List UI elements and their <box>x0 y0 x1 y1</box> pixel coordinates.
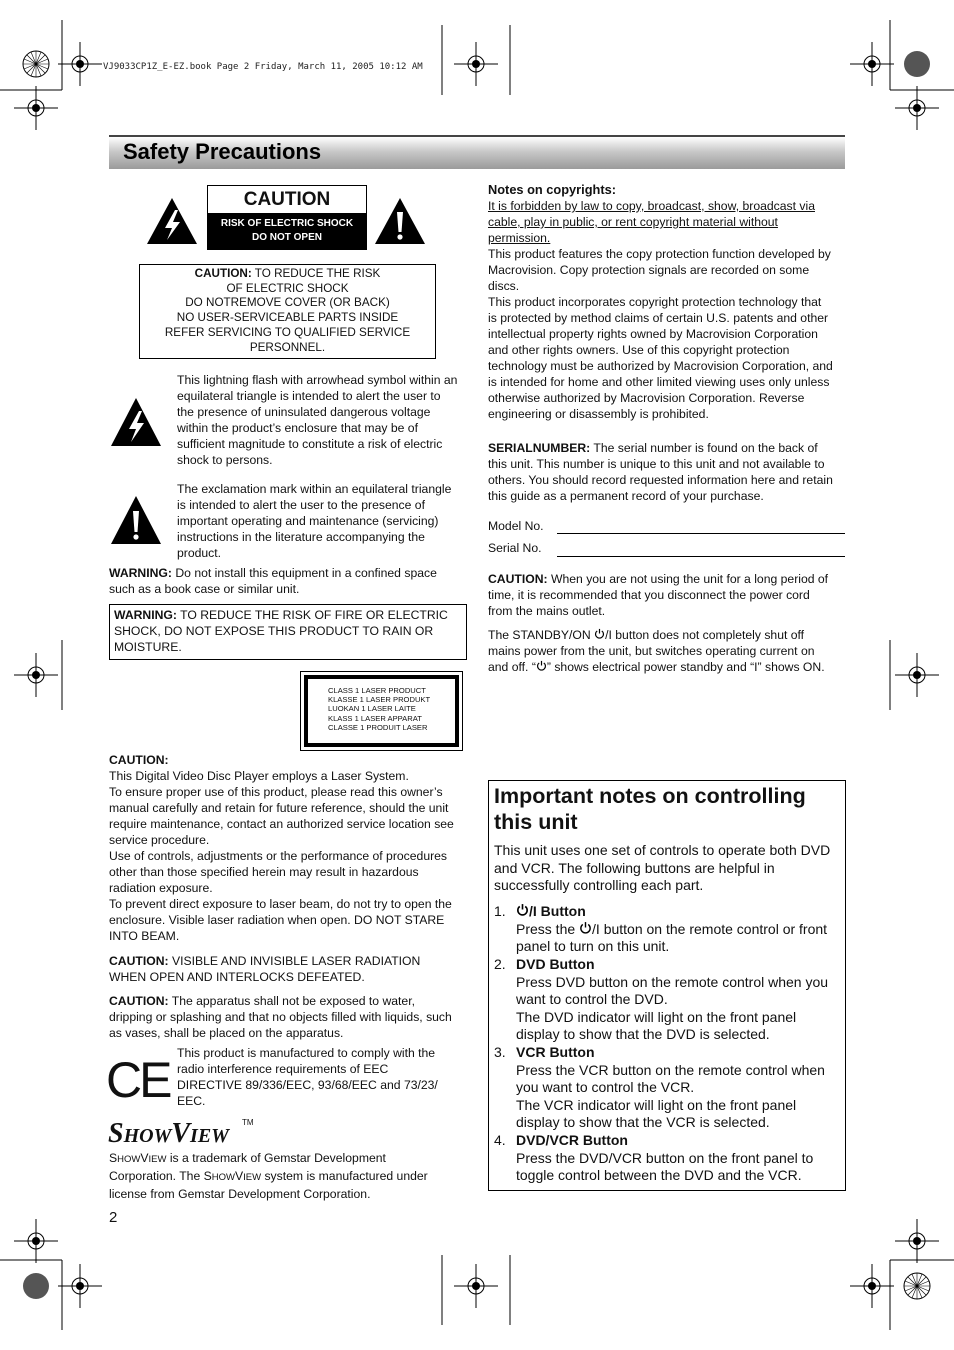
serial-no-label: Serial No. <box>488 541 542 555</box>
text-line: is intended to alert the user to the presence of <box>177 498 425 512</box>
text-line: MOISTURE. <box>114 640 182 654</box>
power-icon <box>516 903 529 916</box>
text-line: others. You should record requested information here and retain <box>488 473 833 487</box>
caution-lead: CAUTION: <box>109 954 169 968</box>
text-line: equilateral triangle is intended to alert the user to <box>177 389 441 403</box>
laser-label-line: KLASSE 1 LASER PRODUKT <box>328 695 431 705</box>
text-line: within the product’s enclosure that may be of <box>177 421 418 435</box>
text-line: service procedure. <box>109 833 210 847</box>
model-no-field[interactable] <box>557 533 845 534</box>
item-title: /I Button <box>529 903 586 919</box>
text-line: require maintenance, contact an authorized service location see <box>109 817 454 831</box>
sv-s: S <box>109 1151 118 1165</box>
warning-lead: WARNING: <box>109 566 172 580</box>
laser-label-line: CLASSE 1 PRODUIT LASER <box>328 722 428 732</box>
serial-lead: SERIALNUMBER: <box>488 441 591 455</box>
text-line: from the mains outlet. <box>488 604 606 618</box>
sv-s: S <box>203 1169 212 1183</box>
power-icon <box>594 628 605 639</box>
text-line: such as a book case or similar unit. <box>109 582 300 596</box>
text-line: EEC. <box>177 1094 206 1108</box>
text-line: To prevent direct exposure to laser beam, do not try to open the <box>109 897 452 911</box>
text-line: cable, play in public, or rent copyright material without <box>488 215 778 229</box>
text-line: dripping or splashing and that no objects filled with liquids, such <box>109 1010 452 1024</box>
text-line: successfully controlling each part. <box>494 877 704 894</box>
text-line: license from Gemstar Development Corporation. <box>109 1187 371 1201</box>
text-line: this guide as a permanent record of your purchase. <box>488 489 764 503</box>
standby-note <box>488 627 850 675</box>
exclamation-triangle-icon <box>109 494 163 546</box>
text-line: Use of controls, adjustments or the performance of procedures <box>109 849 448 863</box>
text-line: Press the <box>516 920 580 937</box>
laser-class-label <box>300 671 463 751</box>
text-line: want to control the DVD. <box>516 991 668 1008</box>
model-no-label: Model No. <box>488 519 544 533</box>
text-line: engineering or disassembly is prohibited. <box>488 407 709 421</box>
showview-tm: TM <box>242 1118 254 1127</box>
caution-box <box>139 264 436 359</box>
text-line: This unit uses one set of controls to operate both DVD <box>494 842 831 858</box>
caution-box-l5: REFER SERVICING TO QUALIFIED SERVICE <box>164 325 411 339</box>
text-line: The STANDBY/ON <box>488 628 595 642</box>
serial-no-field[interactable] <box>557 556 845 557</box>
caution-box-l3: DO NOTREMOVE COVER (OR BACK) <box>185 296 390 310</box>
caution-label-title: CAUTION <box>243 189 331 210</box>
text-line: and other rights owners. Use of this copyright protection <box>488 343 790 357</box>
text-line: display to show that the DVD is selected. <box>516 1026 770 1043</box>
caution-water <box>109 993 471 1041</box>
laser-caution <box>109 752 471 944</box>
caution-mains <box>488 571 850 619</box>
item-number: 2. <box>494 956 506 972</box>
text-line: To ensure proper use of this product, please read this owner’s <box>109 785 443 799</box>
text-line: Corporation. The <box>109 1169 204 1183</box>
important-intro <box>494 842 844 895</box>
text-line: Macrovision. Copy protection signals are recorded on some <box>488 263 810 277</box>
showview-trademark-text <box>109 1150 471 1202</box>
ce-compliance-text <box>177 1045 469 1109</box>
ce-mark-icon: CE <box>106 1052 170 1108</box>
caution-lead: CAUTION: <box>109 994 169 1008</box>
sv-v: V <box>234 1169 244 1183</box>
sv-how: HOW <box>211 1172 235 1183</box>
showview-logo: ShowView <box>108 1118 229 1149</box>
laser-label-line: LUOKAN 1 LASER LAITE <box>328 704 416 714</box>
list-item <box>489 903 845 956</box>
text-line: instructions in the literature accompanying the <box>177 530 425 544</box>
power-icon <box>536 660 547 671</box>
text-line: The exclamation mark within an equilateral triangle <box>177 482 452 496</box>
sv-how: HOW <box>117 1154 141 1165</box>
item-number: 4. <box>494 1132 506 1148</box>
sv-v: V <box>140 1151 149 1165</box>
text-line: and off. “ <box>488 660 536 674</box>
list-item <box>489 1044 845 1132</box>
exclamation-triangle-icon <box>373 196 427 246</box>
lightning-triangle-icon <box>109 396 163 448</box>
caution-heading: CAUTION: <box>109 753 169 767</box>
caution-label-line2: DO NOT OPEN <box>251 232 322 243</box>
item-number: 1. <box>494 903 506 919</box>
text-line: display to show that the VCR is selected. <box>516 1114 770 1131</box>
caution-box-l2: OF ELECTRIC SHOCK <box>226 281 349 295</box>
item-title: VCR Button <box>516 1044 595 1060</box>
text-line: Press the DVD/VCR button on the front panel to <box>516 1149 814 1166</box>
text-line: is a trademark of Gemstar Development <box>166 1151 386 1165</box>
text-line: VISIBLE AND INVISIBLE LASER RADIATION <box>168 954 421 968</box>
text-line: sufficient magnitude to constitute a risk of electric <box>177 437 443 451</box>
text-line: and VCR. The following buttons are helpful in <box>494 859 775 876</box>
text-line: enclosure. Visible laser radiation when open. DO NOT STARE <box>109 913 445 927</box>
text-line: The VCR indicator will light on the front panel <box>516 1096 797 1113</box>
text-line: toggle control between the DVD and the VCR. <box>516 1167 802 1184</box>
text-line: product. <box>177 546 222 560</box>
page-number: 2 <box>109 1209 118 1226</box>
caution-box-l1: TO REDUCE THE RISK <box>251 267 381 280</box>
text-line: manual carefully and retain for future reference, should the unit <box>109 801 449 815</box>
copyright-notes <box>488 182 850 422</box>
caution-lead: CAUTION: <box>488 572 548 586</box>
text-line: This product incorporates copyright protection technology that <box>488 295 822 309</box>
text-line: /I button does not completely shut off <box>605 628 805 642</box>
text-line: panel to turn on this unit. <box>516 938 670 955</box>
laser-label-line: KLASS 1 LASER APPARAT <box>328 713 422 723</box>
text-line: this unit. This number is unique to this unit and not available to <box>488 457 825 471</box>
text-line: you want to control the VCR. <box>516 1079 695 1096</box>
text-line: radio interference requirements of EEC <box>177 1062 389 1076</box>
text-line: /I button on the remote control or front <box>592 920 828 937</box>
text-line: DIRECTIVE 89/336/EEC, 93/68/EEC and 73/23/ <box>177 1078 438 1092</box>
item-number: 3. <box>494 1044 506 1060</box>
sv-iew: IEW <box>243 1172 262 1183</box>
text-line: SHOCK, DO NOT EXPOSE THIS PRODUCT TO RAIN OR <box>114 624 434 638</box>
text-line: It is forbidden by law to copy, broadcast, show, broadcast via <box>488 199 815 213</box>
text-line: INTO BEAM. <box>109 929 180 943</box>
caution-visible-laser <box>109 953 471 985</box>
text-line: is intended for home and other limited viewing uses only unless <box>488 375 830 389</box>
text-line: Press the VCR button on the remote control when <box>516 1061 825 1078</box>
important-notes-box <box>488 780 846 1191</box>
item-title: DVD/VCR Button <box>516 1132 628 1148</box>
exclamation-explanation <box>177 481 467 561</box>
caution-box-lead: CAUTION: <box>194 267 252 280</box>
text-line: This Digital Video Disc Player employs a Laser System. <box>109 769 409 783</box>
text-line: mains power from the unit, but switches operating current on <box>488 644 815 658</box>
laser-label-line: CLASS 1 LASER PRODUCT <box>328 686 426 695</box>
print-header: VJ9033CP1Z_E-EZ.book Page 2 Friday, March 11, 2005 10:12 AM <box>103 62 423 72</box>
text-line: is protected by method claims of certain U.S. patents and other <box>488 311 829 325</box>
text-line: the presence of uninsulated dangerous voltage <box>177 405 431 419</box>
warning-install <box>109 565 469 597</box>
copyright-heading: Notes on copyrights: <box>488 182 616 197</box>
sv-iew: IEW <box>148 1154 167 1165</box>
text-line: This product features the copy protection function developed by <box>488 247 831 261</box>
text-line: Do not install this equipment in a confined space <box>171 566 437 580</box>
text-line: ” shows electrical power standby and “I” shows ON. <box>546 660 825 674</box>
item-title: DVD Button <box>516 956 595 972</box>
text-line: important operating and maintenance (servicing) <box>177 514 439 528</box>
text-line: The DVD indicator will light on the front panel <box>516 1008 797 1025</box>
text-line: discs. <box>488 279 520 293</box>
text-line: The apparatus shall not be exposed to water, <box>168 994 415 1008</box>
title-line: this unit <box>494 810 578 834</box>
warning-lead: WARNING: <box>114 608 177 622</box>
text-line: shock to persons. <box>177 453 273 467</box>
text-line: The serial number is found on the back of <box>590 441 818 455</box>
text-line: When you are not using the unit for a long period of <box>547 572 829 586</box>
list-item <box>489 956 845 1044</box>
caution-label-line1: RISK OF ELECTRIC SHOCK <box>220 218 354 229</box>
lightning-explanation <box>177 372 467 468</box>
list-item <box>489 1132 845 1185</box>
caution-label <box>207 185 367 250</box>
text-line: technology must be authorized by Macrovision Corporation, and <box>488 359 833 373</box>
text-line: WHEN OPEN AND INTERLOCKS DEFEATED. <box>109 970 365 984</box>
text-line: Press DVD button on the remote control when you <box>516 973 829 990</box>
lightning-triangle-icon <box>145 196 199 246</box>
text-line: otherwise authorized by Macrovision Corporation. Reverse <box>488 391 805 405</box>
warning-box <box>109 604 467 660</box>
section-banner <box>109 135 845 169</box>
text-line: radiation exposure. <box>109 881 213 895</box>
text-line: system is manufactured under <box>261 1169 428 1183</box>
serial-number-note <box>488 440 850 504</box>
text-line: permission. <box>488 231 551 245</box>
text-line: This lightning flash with arrowhead symbol within an <box>177 373 458 387</box>
text-line: TO REDUCE THE RISK OF FIRE OR ELECTRIC <box>176 608 448 622</box>
text-line: time, it is recommended that you disconnect the power cord <box>488 588 810 602</box>
caution-box-l4: NO USER-SERVICEABLE PARTS INSIDE <box>176 311 399 325</box>
text-line: as vases, shall be placed on the apparatus. <box>109 1026 344 1040</box>
text-line: other than those specified herein may result in hazardous <box>109 865 419 879</box>
text-line: intellectual property rights owned by Macrovision Corporation <box>488 327 818 341</box>
important-notes-title <box>494 783 834 835</box>
text-line: This product is manufactured to comply with the <box>177 1046 436 1060</box>
power-icon <box>579 921 592 934</box>
caution-box-l6: PERSONNEL. <box>249 340 326 354</box>
title-line: Important notes on controlling <box>494 784 806 808</box>
page-title: Safety Precautions <box>123 139 322 164</box>
